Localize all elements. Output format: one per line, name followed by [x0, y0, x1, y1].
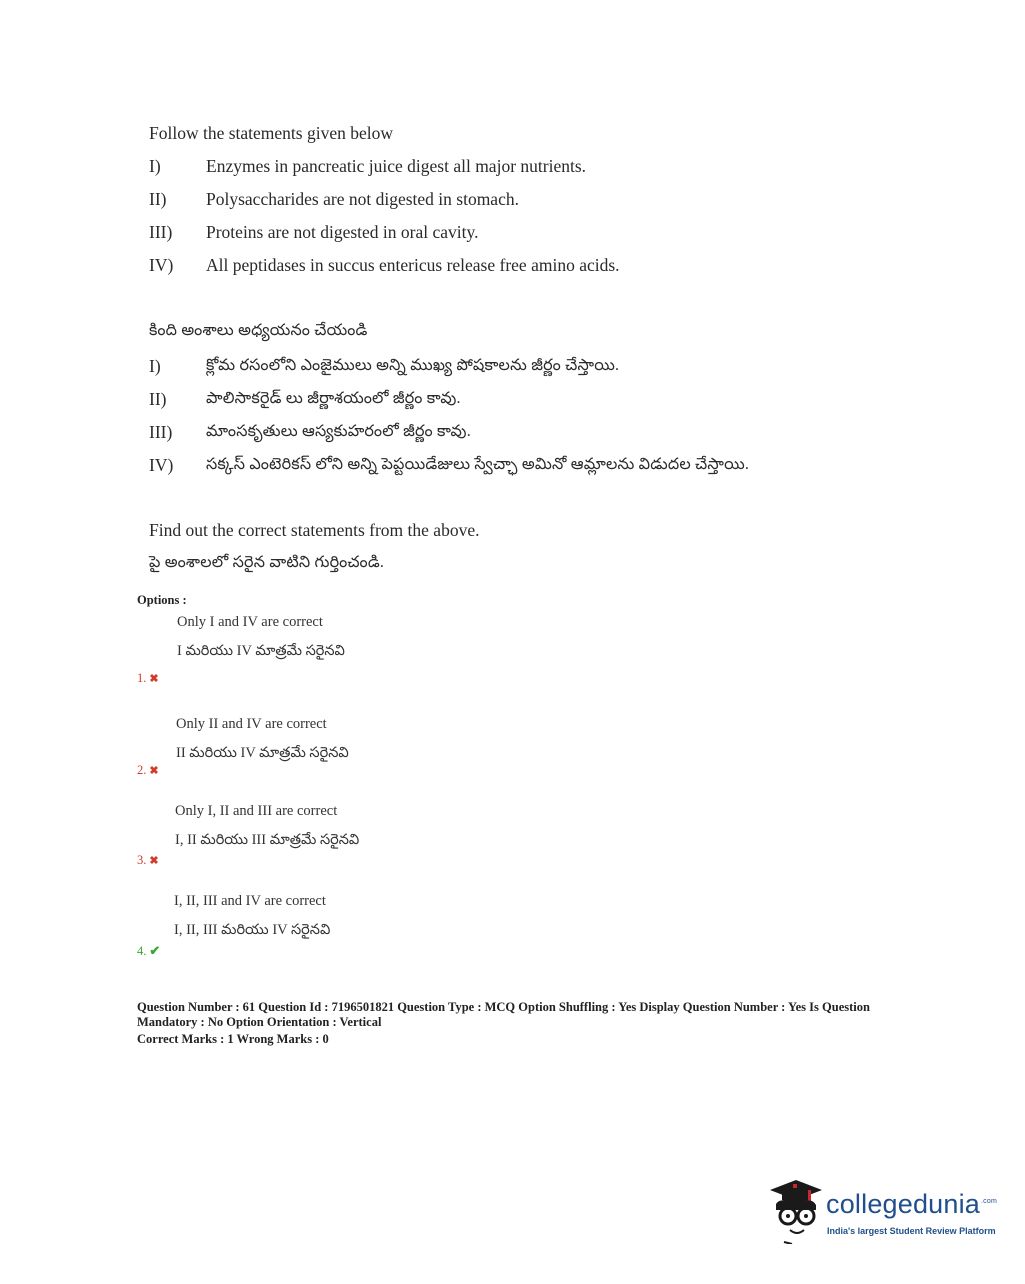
find-correct-english: Find out the correct statements from the above.	[149, 520, 480, 540]
option-2-telugu: II మరియు IV మాత్రమే సరైనవి	[176, 745, 349, 761]
check-mark-icon: ✔	[149, 943, 161, 958]
statement-text: మాంసకృతులు ఆస్యకుహరంలో జీర్ణం కావు.	[206, 423, 471, 440]
option-1-number	[137, 671, 159, 686]
logo-wordmark	[826, 1189, 997, 1220]
statement-te-2	[149, 389, 849, 413]
option-number-text: 2.	[137, 763, 147, 777]
statement-number: II)	[149, 389, 167, 409]
option-number-text: 4.	[137, 944, 147, 958]
statement-number: I)	[149, 156, 161, 176]
statement-te-1	[149, 356, 849, 380]
logo-name: collegedunia	[826, 1189, 981, 1219]
wrong-mark-icon: ✖	[149, 855, 159, 867]
wrong-mark-icon: ✖	[149, 765, 159, 777]
statement-text: All peptidases in succus entericus release free amino acids.	[206, 255, 620, 275]
statement-text: సక్కస్ ఎంటెరికస్ లోని అన్ని పెప్టయిడేజులు స్వేచ్ఛా అమినో ఆమ్లాలను విడుదల చేస్తాయి.	[206, 456, 750, 473]
collegedunia-logo	[766, 1178, 996, 1244]
option-1-english: Only I and IV are correct	[177, 614, 323, 630]
statement-text: పాలిసాకరైడ్ లు జీర్ణాశయంలో జీర్ణం కావు.	[206, 390, 461, 407]
logo-tagline: India's largest Student Review Platform	[827, 1226, 996, 1236]
statement-text: క్లోమ రసంలోని ఎంజైములు అన్ని ముఖ్య పోషకాలను జీర్ణం చేస్తాయి.	[206, 357, 620, 374]
question-meta-line-2: Mandatory : No Option Orientation : Vertical	[137, 1015, 382, 1029]
question-meta-line-3: Correct Marks : 1 Wrong Marks : 0	[137, 1032, 329, 1046]
statement-en-3	[149, 222, 749, 246]
statement-en-4	[149, 255, 749, 279]
statement-te-4	[149, 455, 869, 479]
student-mascot-icon	[766, 1178, 826, 1244]
option-2-english: Only II and IV are correct	[176, 716, 327, 732]
option-number-text: 1.	[137, 671, 147, 685]
statement-number: I)	[149, 356, 161, 376]
intro-english: Follow the statements given below	[149, 123, 393, 143]
option-3-number	[137, 853, 159, 868]
intro-telugu: కింది అంశాలు అధ్యయనం చేయండి	[149, 322, 368, 339]
statement-text: Polysaccharides are not digested in stomach.	[206, 189, 519, 209]
statement-number: II)	[149, 189, 167, 209]
statement-number: III)	[149, 422, 173, 442]
statement-en-1	[149, 156, 749, 180]
option-3-english: Only I, II and III are correct	[175, 803, 338, 819]
statement-te-3	[149, 422, 849, 446]
option-3-telugu: I, II మరియు III మాత్రమే సరైనవి	[175, 832, 360, 848]
option-number-text: 3.	[137, 853, 147, 867]
statement-en-2	[149, 189, 749, 213]
statement-text: Proteins are not digested in oral cavity.	[206, 222, 479, 242]
option-1-telugu: I మరియు IV మాత్రమే సరైనవి	[177, 643, 345, 659]
option-4-english: I, II, III and IV are correct	[174, 893, 326, 909]
find-correct-telugu: పై అంశాలలో సరైన వాటిని గుర్తించండి.	[149, 554, 385, 571]
statement-text: Enzymes in pancreatic juice digest all major nutrients.	[206, 156, 587, 176]
option-4-number	[137, 943, 160, 959]
logo-suffix: .com	[981, 1198, 998, 1205]
statement-number: III)	[149, 222, 173, 242]
options-label: Options :	[137, 593, 187, 607]
statement-number: IV)	[149, 455, 174, 475]
option-4-telugu: I, II, III మరియు IV సరైనవి	[174, 922, 331, 938]
question-meta-line-1: Question Number : 61 Question Id : 7196501821 Question Type : MCQ Option Shuffling : Yes Display Question Number : Yes Is Question	[137, 1000, 870, 1014]
wrong-mark-icon: ✖	[149, 673, 159, 685]
statement-number: IV)	[149, 255, 174, 275]
option-2-number	[137, 763, 159, 778]
